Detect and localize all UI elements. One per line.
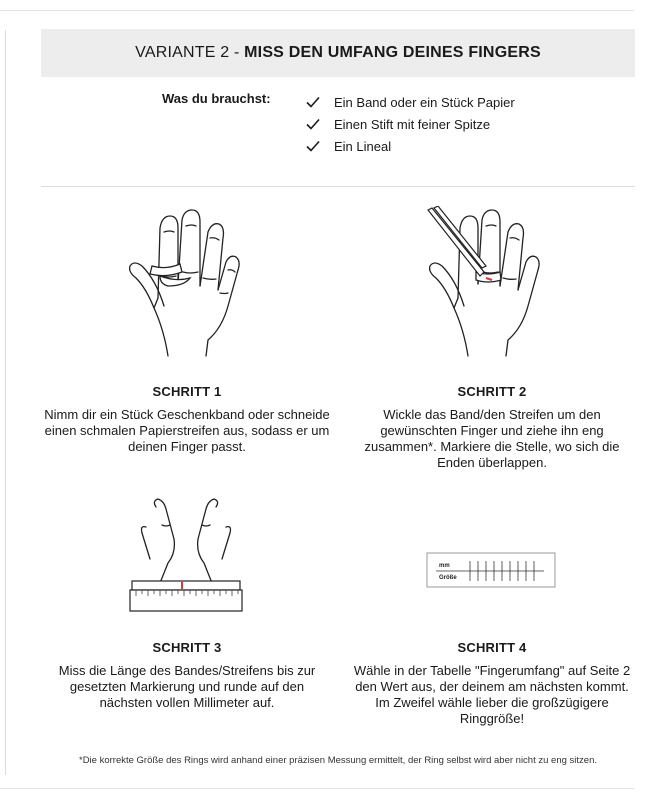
needs-item [306,135,515,157]
banner-title: MISS DEN UMFANG DEINES FINGERS [244,44,541,61]
step-title: SCHRITT 2 [457,384,527,399]
needs-item-label: Ein Band oder ein Stück Papier [334,94,515,110]
step-title: SCHRITT 3 [152,640,222,655]
check-icon [306,96,320,108]
step-text: Wähle in der Tabelle "Fingerumfang" auf Seite 2 den Wert aus, der deinem am nächsten kommt. Im Zweifel wähle lieber die großzügigere Ringgröße! [353,663,631,726]
needs-item-label: Einen Stift mit feiner Spitze [334,116,491,132]
size-table-card [426,552,556,588]
step-4 [347,640,637,727]
step-text: Nimm dir ein Stück Geschenkband oder schneide einen schmalen Papierstreifen aus, sodass er um deinen Finger passt. [44,407,330,454]
left-border [5,30,6,775]
section-divider [41,186,635,187]
step-1 [42,384,332,455]
step-text: Miss die Länge des Bandes/Streifens bis zur gesetzten Markierung und runde auf den nächsten vollen Millimeter auf. [58,663,316,710]
needs-list [306,91,515,157]
ruler-measuring-illustration [126,497,246,613]
step-title: SCHRITT 1 [152,384,222,399]
check-icon [306,140,320,152]
card-row-size: Größe [439,575,457,581]
section-banner [41,29,635,77]
needs-item-label: Ein Lineal [334,138,392,154]
bottom-divider [0,788,634,789]
hand-with-pen-illustration [420,206,550,358]
check-icon [306,118,320,130]
needs-item [306,91,515,113]
top-divider [0,10,634,11]
hand-with-band-illustration [120,206,250,358]
step-3 [42,640,332,711]
banner-prefix: VARIANTE 2 - [135,44,245,61]
step-text: Wickle das Band/den Streifen um den gewünschten Finger und ziehe ihn eng zusammen*. Markiere die Stelle, wo sich die Enden überlappen. [364,407,620,470]
footnote: *Die korrekte Größe des Rings wird anhand einer präzisen Messung ermittelt, der Ring selbst wird aber nicht zu eng sitzen. [79,755,597,766]
card-row-mm: mm [439,563,450,569]
step-2 [347,384,637,471]
needs-item [306,113,515,135]
needs-label: Was du brauchst: [162,91,271,106]
step-title: SCHRITT 4 [457,640,527,655]
